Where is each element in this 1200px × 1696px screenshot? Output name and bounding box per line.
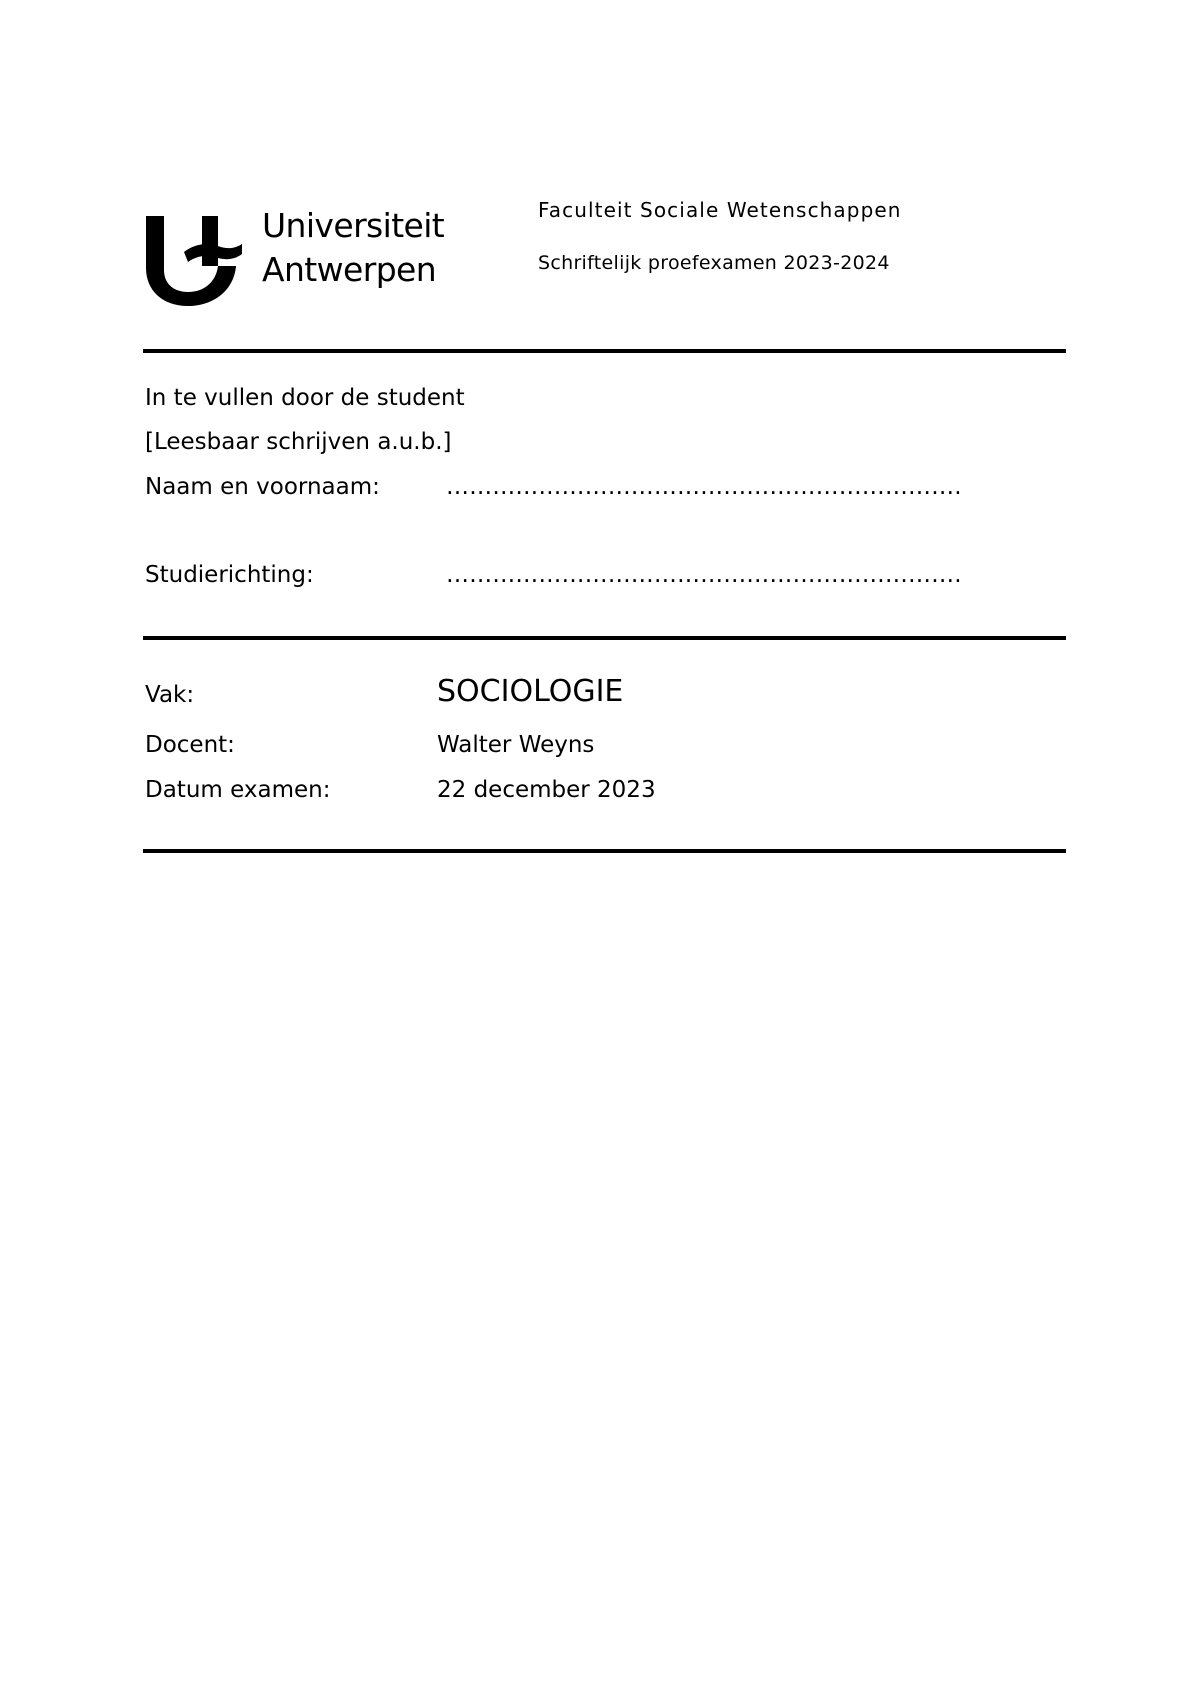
name-field[interactable]: …………………………………………………………. — [446, 474, 962, 500]
university-logo-mark-icon — [144, 214, 242, 306]
divider-bottom — [143, 849, 1066, 853]
date-label: Datum examen: — [145, 777, 331, 803]
exam-title: Schriftelijk proefexamen 2023-2024 — [538, 252, 890, 274]
logo-line-1: Universiteit — [262, 206, 445, 245]
teacher-label: Docent: — [145, 732, 235, 758]
legibility-note: [Leesbaar schrijven a.u.b.] — [145, 429, 452, 455]
subject-label: Vak: — [145, 682, 195, 708]
student-instruction: In te vullen door de student — [145, 385, 465, 411]
logo-line-2: Antwerpen — [262, 250, 437, 289]
university-logo — [144, 204, 452, 306]
study-field[interactable]: …………………………………………………………. — [446, 562, 962, 588]
study-label: Studierichting: — [145, 562, 314, 588]
subject-value: SOCIOLOGIE — [437, 674, 624, 709]
teacher-value: Walter Weyns — [437, 732, 595, 758]
name-label: Naam en voornaam: — [145, 474, 380, 500]
date-value: 22 december 2023 — [437, 777, 656, 803]
faculty-name: Faculteit Sociale Wetenschappen — [538, 198, 902, 222]
university-logo-text — [262, 204, 444, 292]
divider-middle — [143, 636, 1066, 640]
divider-top — [143, 349, 1066, 353]
